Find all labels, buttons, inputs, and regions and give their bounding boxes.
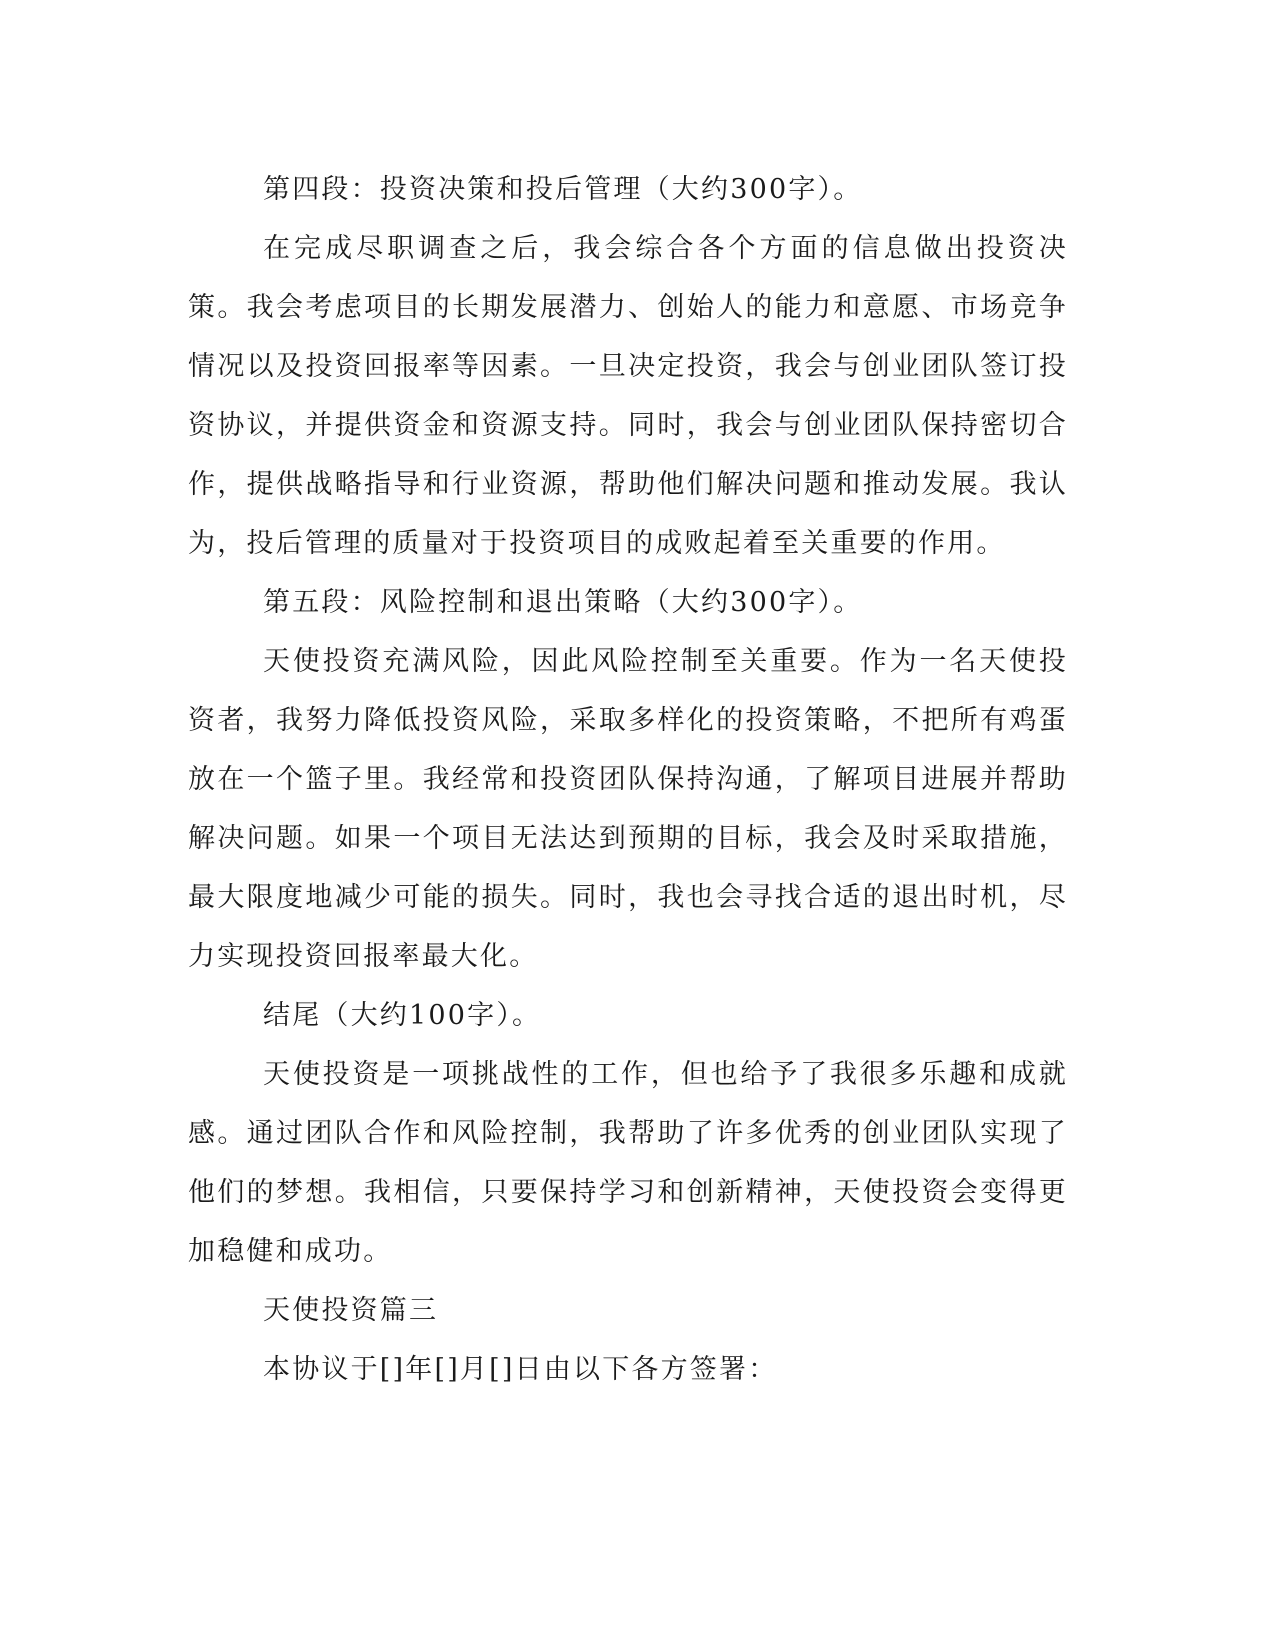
section-heading-4: 第四段：投资决策和投后管理（大约300字）。 <box>263 174 863 205</box>
body-paragraph: 天使投资充满风险，因此风险控制至关重要。作为一名天使投资者，我努力降低投资风险，采取多样化的投资策略，不把所有鸡蛋放在一个篮子里。我经常和投资团队保持沟通，了解项目进展并帮助解决问题。如果一个项目无法达到预期的目标，我会及时采取措施，最大限度地减少可能的损失。同时，我也会寻找合适的退出时机，尽力实现投资回报率最大化。 <box>188 646 1068 972</box>
article-title: 天使投资篇三 <box>263 1295 439 1326</box>
document-body <box>188 160 1068 1399</box>
body-paragraph: 天使投资是一项挑战性的工作，但也给予了我很多乐趣和成就感。通过团队合作和风险控制，我帮助了许多优秀的创业团队实现了他们的梦想。我相信，只要保持学习和创新精神，天使投资会变得更加稳健和成功。 <box>188 1059 1068 1267</box>
section-heading-conclusion: 结尾（大约100字）。 <box>263 1000 542 1031</box>
agreement-intro: 本协议于[]年[]月[]日由以下各方签署： <box>263 1354 778 1385</box>
body-paragraph: 在完成尽职调查之后，我会综合各个方面的信息做出投资决策。我会考虑项目的长期发展潜力、创始人的能力和意愿、市场竞争情况以及投资回报率等因素。一旦决定投资，我会与创业团队签订投资协议，并提供资金和资源支持。同时，我会与创业团队保持密切合作，提供战略指导和行业资源，帮助他们解决问题和推动发展。我认为，投后管理的质量对于投资项目的成败起着至关重要的作用。 <box>188 233 1068 559</box>
section-heading-5: 第五段：风险控制和退出策略（大约300字）。 <box>263 587 863 618</box>
